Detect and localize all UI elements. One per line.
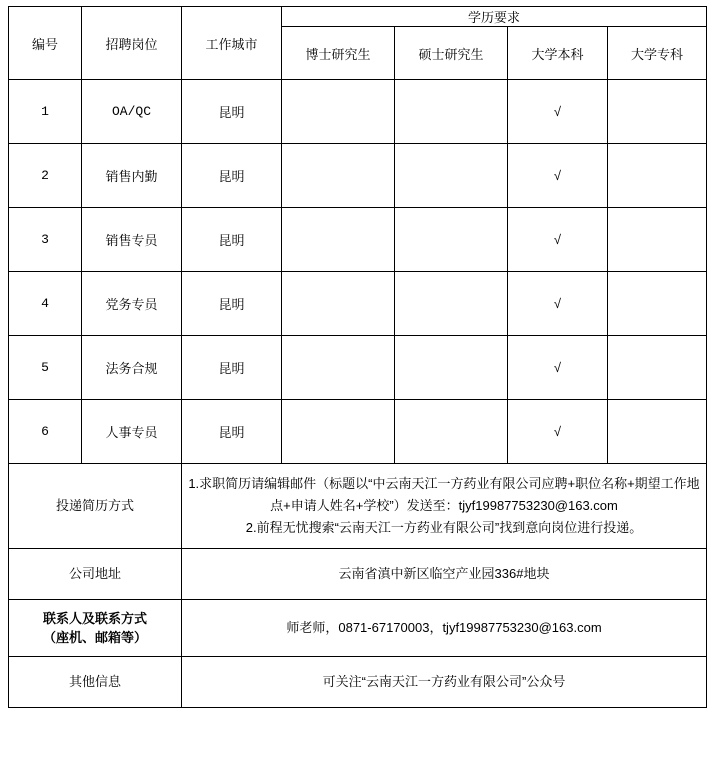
row-position: 销售专员 [82,208,182,272]
header-edu-doctor: 博士研究生 [282,27,395,80]
header-edu-master: 硕士研究生 [395,27,508,80]
row-no: 2 [9,144,82,208]
row-no: 6 [9,400,82,464]
row-no: 1 [9,80,82,144]
header-position: 招聘岗位 [82,7,182,80]
row-mark-master [395,80,508,144]
row-city: 昆明 [182,208,282,272]
row-mark-college [608,144,707,208]
recruitment-table [8,6,707,708]
row-position: 人事专员 [82,400,182,464]
table-row [9,208,707,272]
info-label-address: 公司地址 [9,549,182,600]
row-mark-college [608,208,707,272]
header-education: 学历要求 [282,7,707,27]
row-city: 昆明 [182,336,282,400]
row-mark-bachelor: √ [508,208,608,272]
row-position: OA/QC [82,80,182,144]
row-city: 昆明 [182,272,282,336]
row-mark-master [395,336,508,400]
table-row [9,80,707,144]
info-value-contact: 师老师，0871-67170003，tjyf19987753230@163.com [182,600,707,657]
row-mark-college [608,80,707,144]
apply-line-2: 2.前程无忧搜索“云南天江一方药业有限公司”找到意向岗位进行投递。 [245,520,643,536]
row-mark-doctor [282,272,395,336]
info-row-apply [9,464,707,549]
row-mark-master [395,144,508,208]
row-mark-master [395,208,508,272]
contact-label-sub: （座机、邮箱等） [42,630,147,645]
row-position: 法务合规 [82,336,182,400]
row-mark-doctor [282,400,395,464]
contact-label-main: 联系人及联系方式 [42,610,147,626]
row-mark-bachelor: √ [508,272,608,336]
row-mark-college [608,272,707,336]
row-mark-college [608,400,707,464]
table-header-row-1 [9,7,707,27]
info-row-address [9,549,707,600]
row-mark-master [395,400,508,464]
info-label-other: 其他信息 [9,657,182,708]
row-mark-bachelor: √ [508,336,608,400]
row-no: 5 [9,336,82,400]
row-mark-doctor [282,208,395,272]
row-mark-master [395,272,508,336]
row-mark-college [608,336,707,400]
row-no: 4 [9,272,82,336]
row-no: 3 [9,208,82,272]
row-mark-bachelor: √ [508,80,608,144]
table-row [9,336,707,400]
row-mark-doctor [282,336,395,400]
info-value-other: 可关注“云南天江一方药业有限公司”公众号 [182,657,707,708]
row-position: 销售内勤 [82,144,182,208]
header-edu-college: 大学专科 [608,27,707,80]
header-edu-bachelor: 大学本科 [508,27,608,80]
row-position: 党务专员 [82,272,182,336]
row-city: 昆明 [182,144,282,208]
info-label-contact [9,600,182,657]
row-mark-bachelor: √ [508,144,608,208]
row-mark-bachelor: √ [508,400,608,464]
info-label-apply: 投递简历方式 [9,464,182,549]
info-row-other [9,657,707,708]
info-value-apply [182,464,707,549]
table-row [9,272,707,336]
apply-line-1: 1.求职简历请编辑邮件（标题以“中云南天江一方药业有限公司应聘+职位名称+期望工作地点+申请人姓名+学校”）发送至：tjyf19987753230@163.com [188,475,700,513]
row-mark-doctor [282,80,395,144]
info-value-address: 云南省滇中新区临空产业园336#地块 [182,549,707,600]
table-row [9,144,707,208]
header-city: 工作城市 [182,7,282,80]
info-row-contact [9,600,707,657]
table-row [9,400,707,464]
row-city: 昆明 [182,400,282,464]
row-city: 昆明 [182,80,282,144]
row-mark-doctor [282,144,395,208]
header-no: 编号 [9,7,82,80]
